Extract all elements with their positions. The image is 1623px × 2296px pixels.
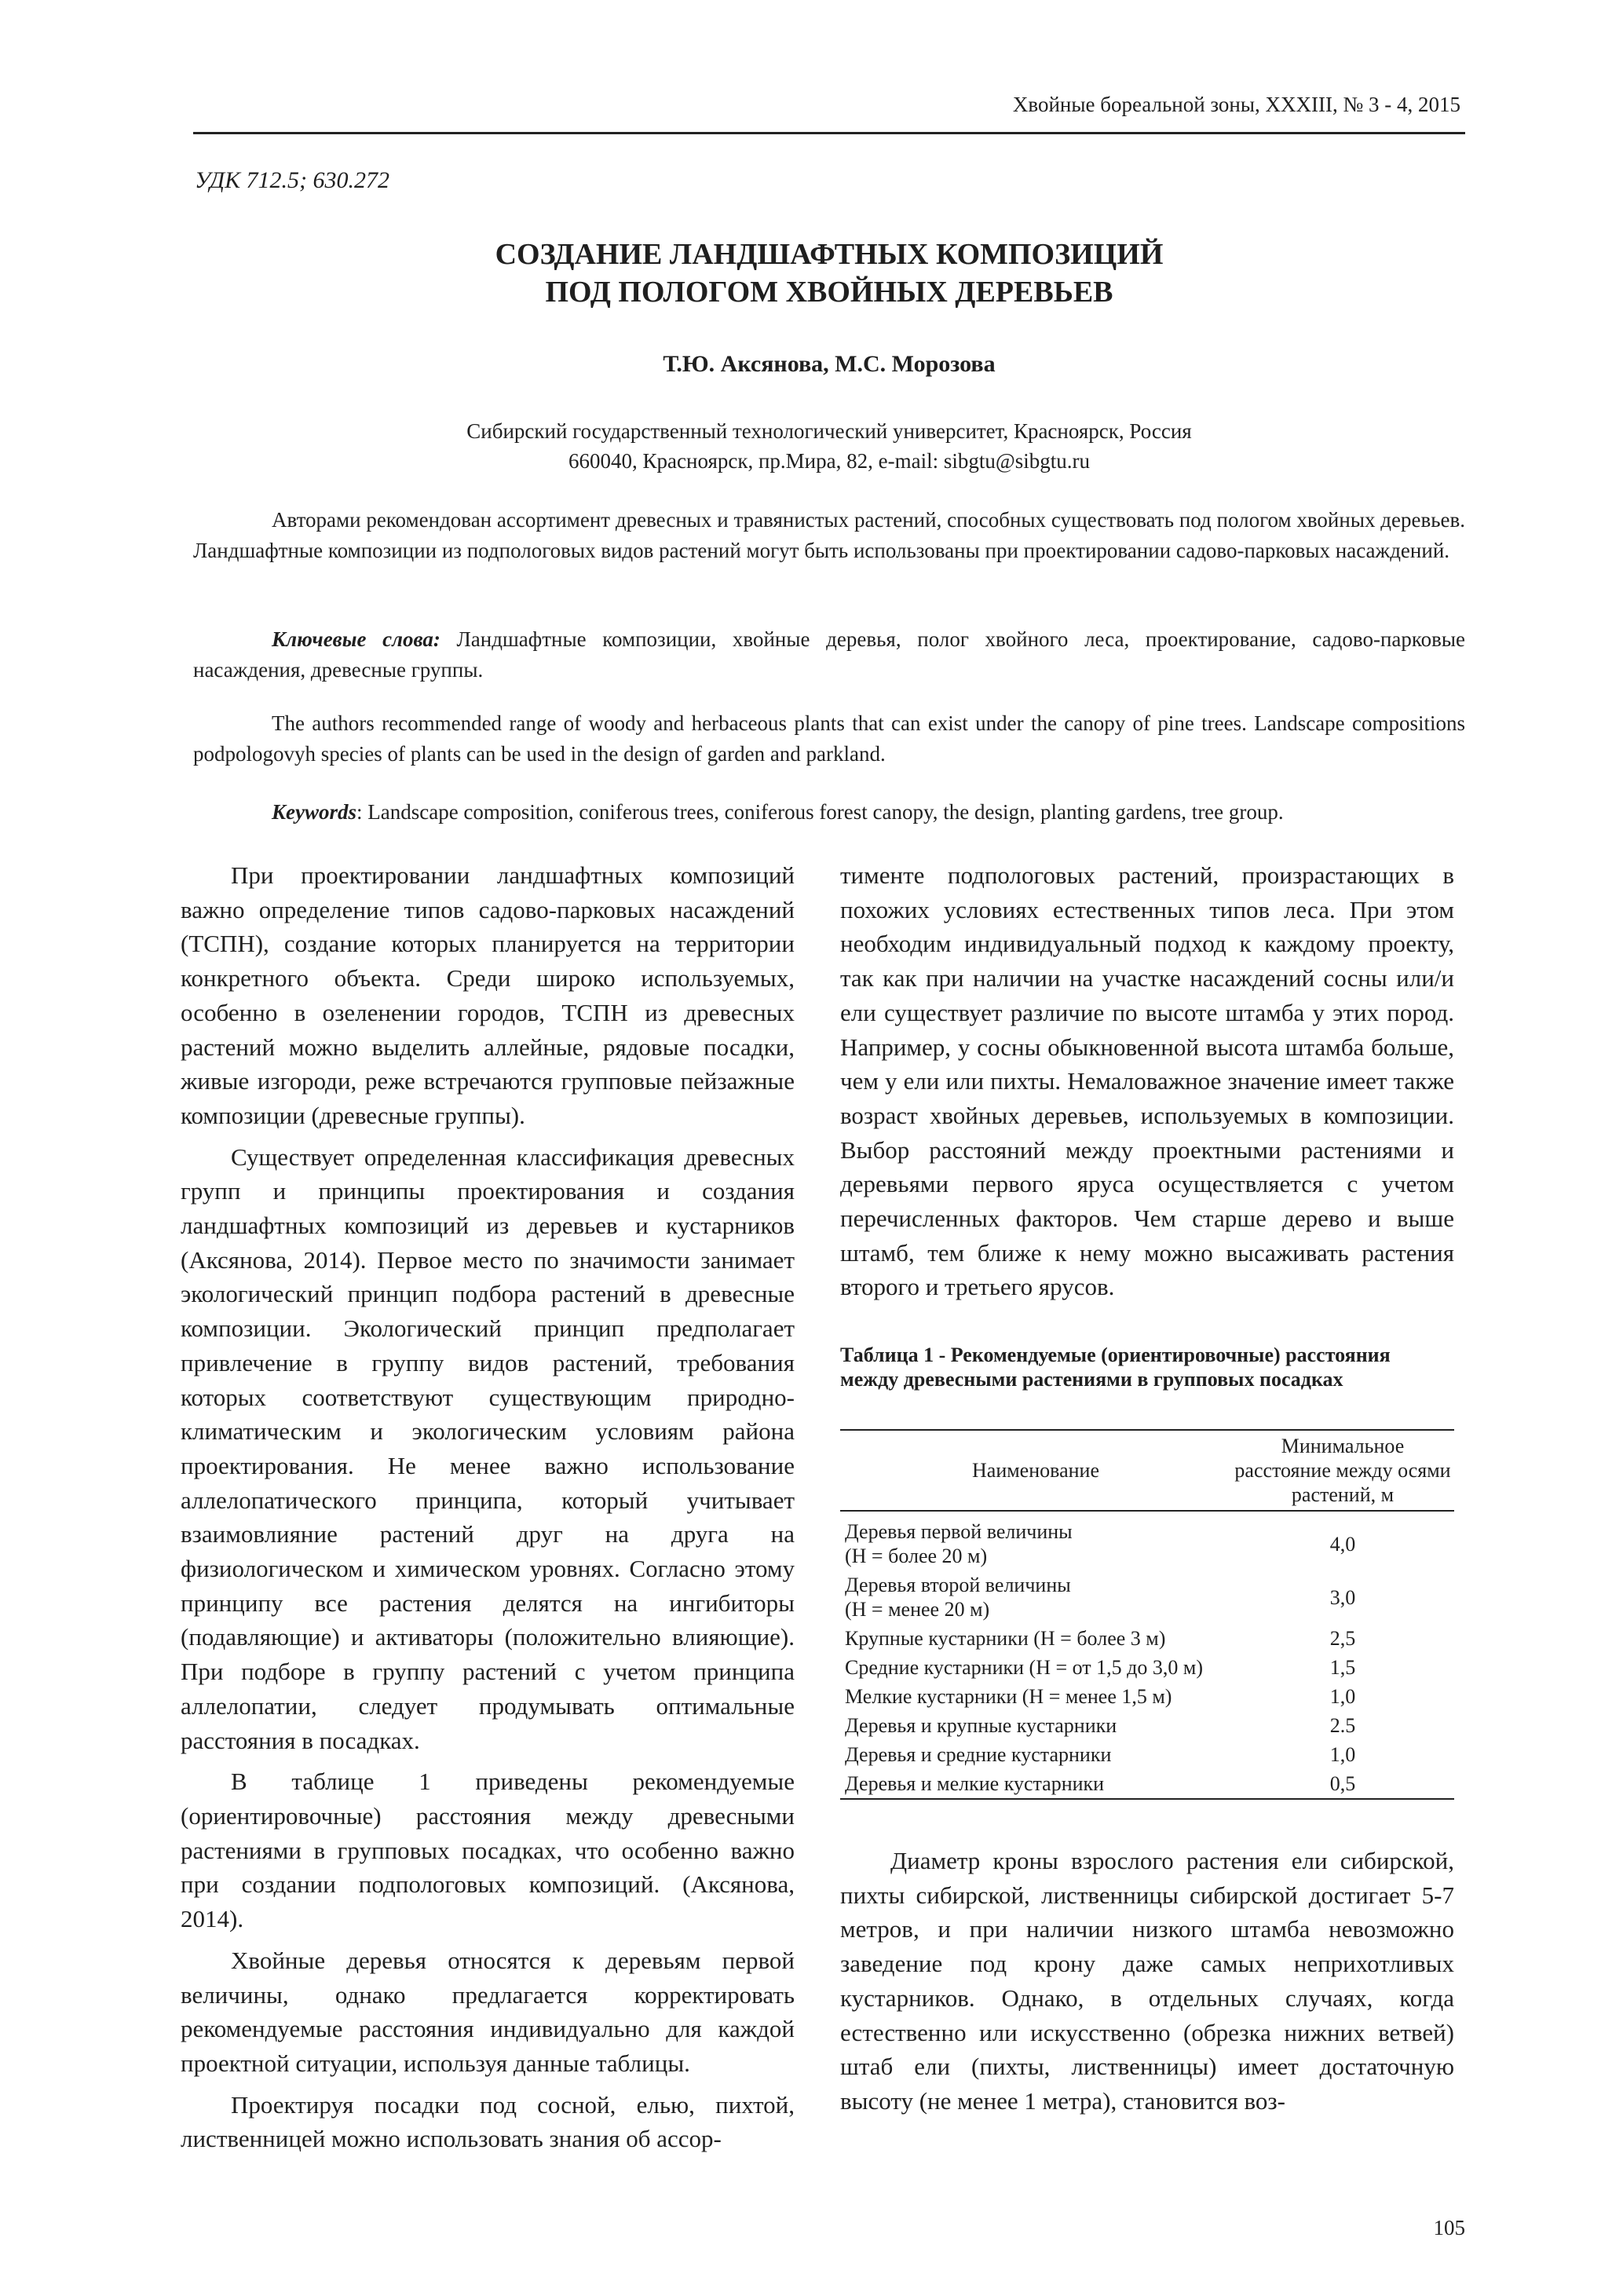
table-cell-name: Деревья и средние кустарники — [845, 1743, 1112, 1766]
body-right-column-top — [840, 858, 1454, 1311]
table-cell-name: Крупные кустарники (Н = более 3 м) — [845, 1627, 1166, 1650]
keywords-en-label: Keywords — [272, 800, 356, 824]
table-cell-name: Деревья и мелкие кустарники — [840, 1769, 1231, 1799]
body-right-column-bottom — [840, 1844, 1454, 2126]
header-rule — [193, 132, 1465, 134]
abstract-ru — [193, 505, 1465, 566]
keywords-en-text: : Landscape composition, coniferous trees, coniferous forest canopy, the design, planting gardens, tree group. — [356, 800, 1284, 824]
title-line-2: ПОД ПОЛОГОМ ХВОЙНЫХ ДЕРЕВЬЕВ — [545, 276, 1113, 309]
body-paragraph: Проектируя посадки под сосной, елью, пихтой, лиственницей можно использовать знания об ассор- — [181, 2090, 795, 2153]
body-paragraph: тименте подпологовых растений, произрастающих в похожих условиях естественных типов леса. При этом необходим индивидуальный подход к каждому проекту, так как при наличии на участке насаждений сосны или/и ели существует различие по высоте штамба у этих пород. Например, у сосны обыкновенной высота штамба больше, чем у ели или пихты. Немаловажное значение имеет также возраст хвойных деревьев, используемых в композиции. Выбор расстояний между проектными растениями и деревьями первого яруса осуществляется с учетом перечисленных факторов. Чем старше дерево и выше штамб, тем ближе к нему можно высаживать растения второго и третьего ярусов. — [840, 861, 1454, 1301]
journal-header: Хвойные бореальной зоны, XXXIII, № 3 - 4, 2015 — [1012, 93, 1460, 116]
table-row — [840, 1511, 1454, 1570]
table-cell-name: Деревья и крупные кустарники — [845, 1714, 1117, 1737]
table-cell-value: 1,0 — [1329, 1685, 1356, 1708]
title-line-1: СОЗДАНИЕ ЛАНДШАФТНЫХ КОМПОЗИЦИЙ — [495, 238, 1164, 271]
keywords-ru — [193, 624, 1465, 686]
table-cell-value: 4,0 — [1329, 1532, 1356, 1556]
table-cell-value: 2.5 — [1329, 1714, 1356, 1737]
article-title — [193, 236, 1465, 311]
table-row — [840, 1769, 1454, 1799]
table-cell-value: 1,0 — [1329, 1743, 1356, 1766]
keywords-ru-label: Ключевые слова: — [272, 627, 440, 651]
affiliation-line-2: 660040, Красноярск, пр.Мира, 82, e-mail: sibgtu@sibgtu.ru — [568, 449, 1090, 473]
table-cell-value: 2,5 — [1329, 1627, 1356, 1650]
table-cell-value: 3,0 — [1329, 1585, 1356, 1609]
authors: Т.Ю. Аксянова, М.С. Морозова — [663, 351, 996, 377]
table-cell-value: 0,5 — [1231, 1769, 1454, 1799]
affiliation-line-1: Сибирский государственный технологический университет, Красноярск, Россия — [466, 419, 1192, 443]
page-number: 105 — [1433, 2216, 1465, 2239]
table-row — [840, 1711, 1454, 1740]
body-paragraph: Существует определенная классификация древесных групп и принципы проектирования и создания ландшафтных композиций из деревьев и кустарников (Аксянова, 2014). Первое место по значимости занимает экологический принцип подбора растений в древесные композиции. Экологический принцип предполагает привлечение в группу видов растений, требования которых соответствуют существующим природно-климатическим и экологическим условиям района проектирования. Не менее важно использование аллелопатического принципа, который учитывает взаимовлияние растений друг на друга на физиологическом и химическом уровнях. Согласно этому принципу все растения делятся на ингибиторы (подавляющие) и активаторы (положительно влияющие). При подборе в группу растений с учетом принципа аллелопатии, следует продумывать оптимальные расстояния в посадках. — [181, 1143, 795, 1754]
distance-table — [840, 1429, 1454, 1800]
table-row — [840, 1624, 1454, 1653]
body-paragraph: Хвойные деревья относятся к деревьям первой величины, однако предлагается корректировать рекомендуемые расстояния индивидуально для каждой проектной ситуации, используя данные таблицы. — [181, 1946, 795, 2077]
body-paragraph: В таблице 1 приведены рекомендуемые (ориентировочные) расстояния между древесными растениями в групповых посадках, что особенно важно при создании подпологовых композиций. (Аксянова, 2014). — [181, 1768, 795, 1933]
table-header-distance: Минимальное расстояние между осями растений, м — [1231, 1430, 1454, 1511]
table-caption: Таблица 1 - Рекомендуемые (ориентировочные) расстояния между древесными растениями в групповых посадках — [840, 1344, 1391, 1391]
table-cell-name: Средние кустарники (Н = от 1,5 до 3,0 м) — [845, 1656, 1203, 1679]
keywords-en — [193, 797, 1465, 828]
abstract-en — [193, 708, 1465, 770]
affiliation — [193, 416, 1465, 476]
table-row — [840, 1740, 1454, 1769]
abstract-ru-text: Авторами рекомендован ассортимент древесных и травянистых растений, способных существовать под пологом хвойных деревьев. Ландшафтные композиции из подпологовых видов растений могут быть использованы при проектировании садово-парковых насаждений. — [193, 508, 1465, 562]
body-left-column — [181, 858, 795, 2163]
table-cell-name: Деревья второй величины (Н = менее 20 м) — [845, 1574, 1071, 1621]
body-paragraph: Диаметр кроны взрослого растения ели сибирской, пихты сибирской, лиственницы сибирской достигает 5-7 метров, и при наличии низкого штамба невозможно заведение под крону даже самых неприхотливых кустарников. Однако, в отдельных случаях, когда естественно или искусственно (обрезка нижних ветвей) штаб ели (пихты, лиственницы) имеет достаточную высоту (не менее 1 метра), становится воз- — [840, 1847, 1454, 2115]
table-cell-name: Мелкие кустарники (Н = менее 1,5 м) — [845, 1685, 1172, 1708]
table-cell-name: Деревья первой величины (Н = более 20 м) — [845, 1520, 1073, 1567]
abstract-en-text: The authors recommended range of woody and herbaceous plants that can exist under the canopy of pine trees. Landscape compositions podpologovyh species of plants can be used in the design of garden and parkland. — [193, 711, 1465, 766]
udk-code: УДК 712.5; 630.272 — [195, 167, 389, 193]
table-row — [840, 1570, 1454, 1624]
table-row — [840, 1682, 1454, 1711]
table-header-name: Наименование — [840, 1430, 1231, 1511]
keywords-ru-text: Ландшафтные композиции, хвойные деревья, полог хвойного леса, проектирование, садово-парковые насаждения, древесные группы. — [193, 627, 1465, 682]
body-paragraph: При проектировании ландшафтных композиций важно определение типов садово-парковых насаждений (ТСПН), создание которых планируется на территории конкретного объекта. Среди широко используемых, особенно в озеленении городов, ТСПН из древесных растений можно выделить аллейные, рядовые посадки, живые изгороди, реже встречаются групповые пейзажные композиции (древесные группы). — [181, 861, 795, 1129]
table-row — [840, 1653, 1454, 1682]
table-cell-value: 1,5 — [1329, 1656, 1356, 1679]
